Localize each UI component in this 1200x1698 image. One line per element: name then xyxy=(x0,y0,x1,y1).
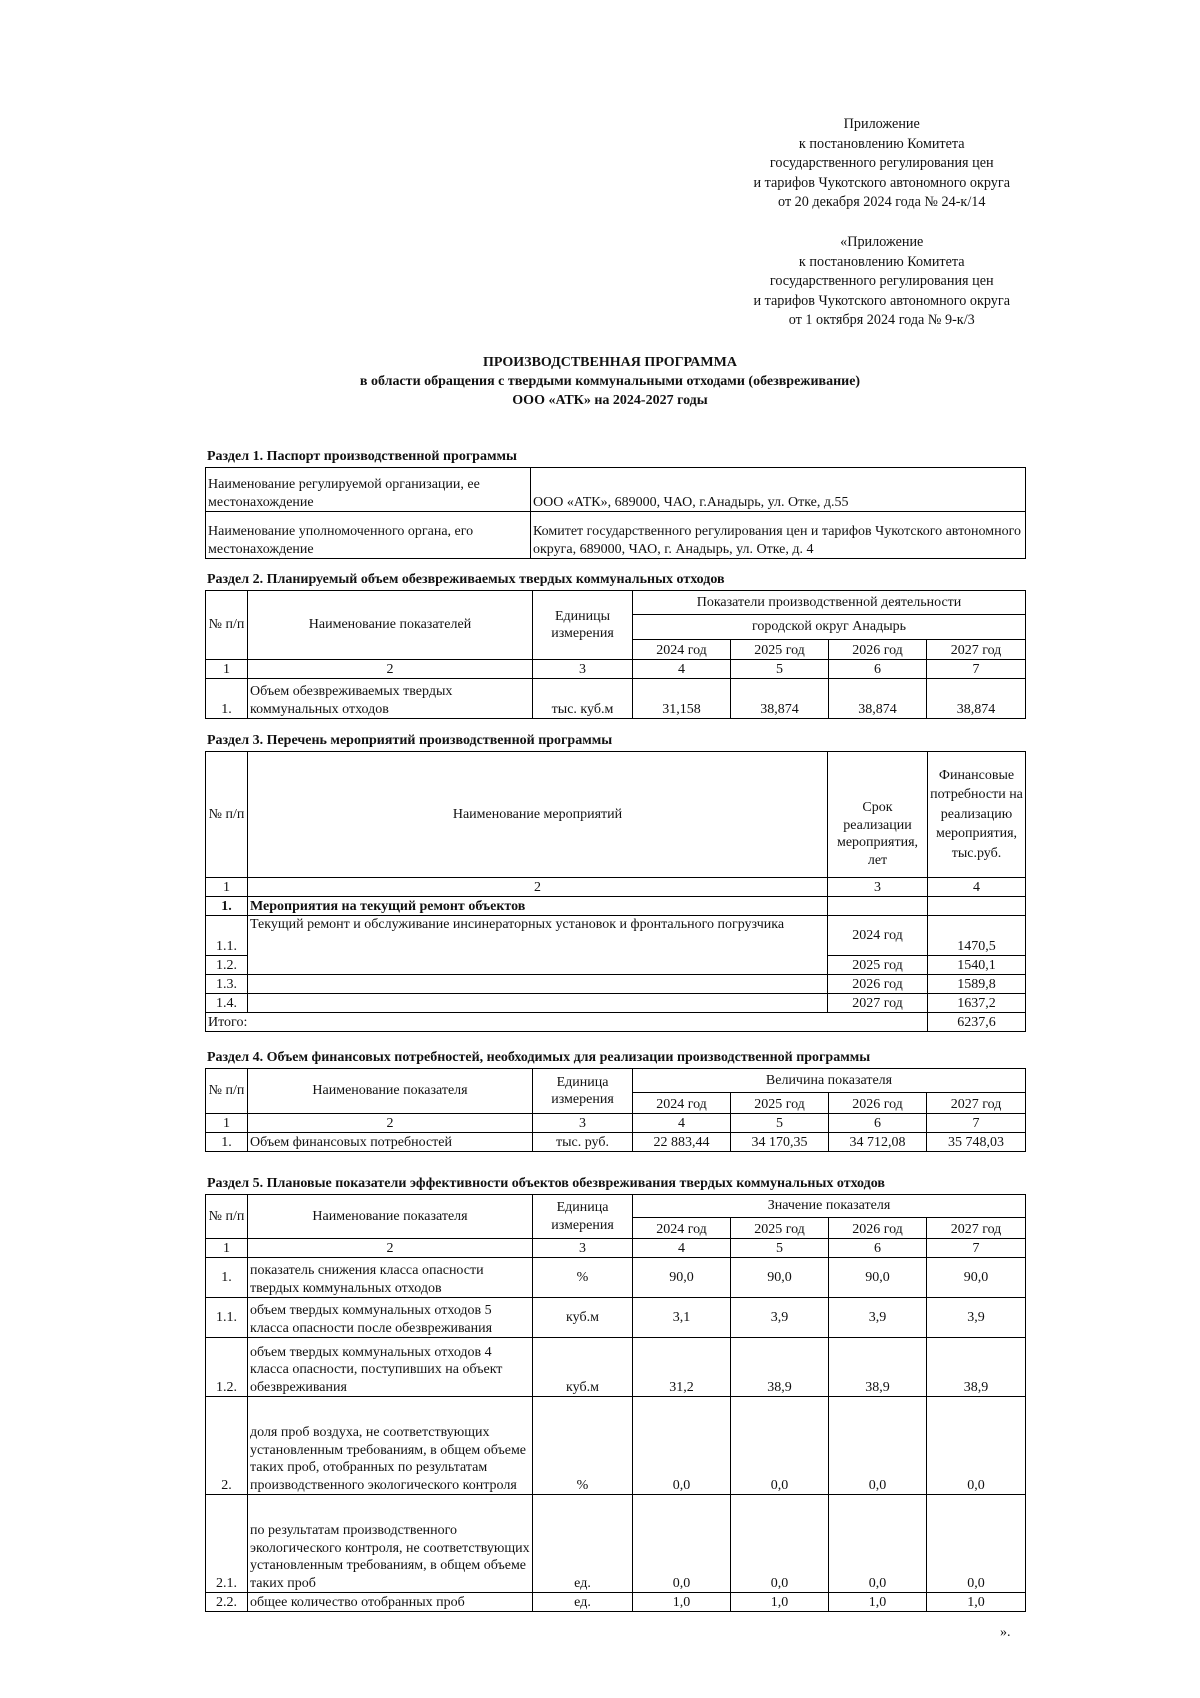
table-row xyxy=(206,975,1026,994)
section-1-table xyxy=(205,467,1026,559)
row-value: 0,0 xyxy=(829,1495,927,1593)
row-value: 3,9 xyxy=(731,1298,829,1338)
column-number: 3 xyxy=(533,660,633,679)
appendix-line: Приложение xyxy=(843,116,920,132)
appendix-line: к постановлению Комитета xyxy=(798,135,965,152)
column-number: 7 xyxy=(927,1239,1026,1258)
header-group: Показатели производственной деятельности xyxy=(633,591,1026,615)
row-value: 1637,2 xyxy=(928,994,1026,1013)
row-value: 90,0 xyxy=(829,1258,927,1298)
column-number: 4 xyxy=(928,878,1026,897)
header-name: Наименование показателей xyxy=(248,591,533,660)
header-year: 2025 год xyxy=(731,1218,829,1239)
column-number: 5 xyxy=(731,660,829,679)
header-year: 2024 год xyxy=(633,1093,731,1114)
table-row xyxy=(206,1239,1026,1258)
title-line-3: ООО «АТК» на 2024-2027 годы xyxy=(512,393,708,408)
row-value: 0,0 xyxy=(927,1397,1026,1495)
table-row xyxy=(206,679,1026,719)
column-number: 6 xyxy=(829,1114,927,1133)
row-value: 1,0 xyxy=(731,1593,829,1612)
section-4-table xyxy=(205,1068,1026,1152)
column-number: 3 xyxy=(828,878,928,897)
row-value: 1,0 xyxy=(927,1593,1026,1612)
header-name: Наименование показателя xyxy=(248,1069,533,1114)
row-value: 38,874 xyxy=(731,679,829,719)
row-num: 1.2. xyxy=(206,1338,248,1397)
header-financing: Финансовые потребности на реализацию мероприятия, тыс.руб. xyxy=(928,752,1026,878)
table-row xyxy=(206,878,1026,897)
empty-cell xyxy=(928,897,1026,916)
row-value: 1,0 xyxy=(829,1593,927,1612)
header-num: № п/п xyxy=(206,591,248,660)
section-2-table xyxy=(205,590,1026,719)
row-value: 3,1 xyxy=(633,1298,731,1338)
table-row xyxy=(206,1133,1026,1152)
row-value: 0,0 xyxy=(633,1495,731,1593)
row-name: показатель снижения класса опасности твердых коммунальных отходов xyxy=(248,1258,533,1298)
header-year: 2027 год xyxy=(927,1093,1026,1114)
total-label: Итого: xyxy=(206,1013,928,1032)
section-5-table xyxy=(205,1194,1026,1612)
header-group: Значение показателя xyxy=(633,1195,1026,1218)
group-name: Мероприятия на текущий ремонт объектов xyxy=(248,897,828,916)
table-row xyxy=(206,1397,1026,1495)
section-4-title: Раздел 4. Объем финансовых потребностей, необходимых для реализации производственной программы xyxy=(207,1050,871,1065)
header-year: 2027 год xyxy=(927,1218,1026,1239)
row-num: 2.1. xyxy=(206,1495,248,1593)
row-num: 1. xyxy=(206,679,248,719)
row-value: 1,0 xyxy=(633,1593,731,1612)
appendix-line: от 1 октября 2024 года № 9-к/3 xyxy=(788,312,975,328)
table-row xyxy=(206,468,1026,512)
header-term: Срок реализации мероприятия, лет xyxy=(828,752,928,878)
row-term: 2026 год xyxy=(828,975,928,994)
appendix-header-original xyxy=(753,233,1010,331)
table-row xyxy=(206,1069,1026,1093)
header-num: № п/п xyxy=(206,1195,248,1239)
header-year: 2026 год xyxy=(829,1093,927,1114)
header-year: 2025 год xyxy=(731,640,829,660)
row-value: 31,2 xyxy=(633,1338,731,1397)
passport-label: Наименование уполномоченного органа, его местонахождение xyxy=(206,512,531,559)
row-unit: тыс. руб. xyxy=(533,1133,633,1152)
row-value: 38,874 xyxy=(927,679,1026,719)
header-year: 2026 год xyxy=(829,1218,927,1239)
row-unit: куб.м xyxy=(533,1338,633,1397)
row-value: 38,9 xyxy=(927,1338,1026,1397)
column-number: 1 xyxy=(206,660,248,679)
appendix-line: «Приложение xyxy=(840,234,924,250)
passport-value: Комитет государственного регулирования цен и тарифов Чукотского автономного округа, 689000, ЧАО, г. Анадырь, ул. Отке, д. 4 xyxy=(531,512,1026,559)
row-name: объем твердых коммунальных отходов 5 класса опасности после обезвреживания xyxy=(248,1298,533,1338)
passport-value: ООО «АТК», 689000, ЧАО, г.Анадырь, ул. Отке, д.55 xyxy=(531,468,1026,512)
table-row xyxy=(206,1114,1026,1133)
column-number: 6 xyxy=(829,660,927,679)
column-number: 7 xyxy=(927,1114,1026,1133)
table-row xyxy=(206,1258,1026,1298)
header-unit: Единицы измерения xyxy=(533,591,633,660)
row-unit: ед. xyxy=(533,1495,633,1593)
row-num: 1. xyxy=(206,1133,248,1152)
row-value: 31,158 xyxy=(633,679,731,719)
document-title xyxy=(200,353,1020,410)
column-number: 1 xyxy=(206,1239,248,1258)
table-row xyxy=(206,916,1026,956)
table-row xyxy=(206,1013,1026,1032)
header-unit: Единица измерения xyxy=(533,1069,633,1114)
section-3-title: Раздел 3. Перечень мероприятий производственной программы xyxy=(207,733,613,748)
header-year: 2024 год xyxy=(633,1218,731,1239)
table-row xyxy=(206,1495,1026,1593)
appendix-line: и тарифов Чукотского автономного округа xyxy=(753,292,1010,309)
row-value: 3,9 xyxy=(927,1298,1026,1338)
row-value: 38,9 xyxy=(731,1338,829,1397)
section-5-title: Раздел 5. Плановые показатели эффективности объектов обезвреживания твердых коммунальных отходов xyxy=(207,1176,885,1191)
table-row xyxy=(206,1338,1026,1397)
row-unit: куб.м xyxy=(533,1298,633,1338)
empty-cell xyxy=(248,994,828,1013)
table-row xyxy=(206,752,1026,878)
row-value: 1470,5 xyxy=(928,916,1026,956)
row-value: 90,0 xyxy=(633,1258,731,1298)
column-number: 5 xyxy=(731,1114,829,1133)
appendix-line: к постановлению Комитета xyxy=(798,253,965,270)
column-number: 2 xyxy=(248,1114,533,1133)
appendix-line: государственного регулирования цен xyxy=(769,155,994,171)
row-num: 2. xyxy=(206,1397,248,1495)
column-number: 2 xyxy=(248,1239,533,1258)
column-number: 5 xyxy=(731,1239,829,1258)
row-unit: ед. xyxy=(533,1593,633,1612)
total-value: 6237,6 xyxy=(928,1013,1026,1032)
row-value: 3,9 xyxy=(829,1298,927,1338)
header-year: 2027 год xyxy=(927,640,1026,660)
row-num: 2.2. xyxy=(206,1593,248,1612)
appendix-line: от 20 декабря 2024 года № 24-к/14 xyxy=(778,194,986,210)
row-num: 1.1. xyxy=(206,916,248,956)
header-subgroup: городской округ Анадырь xyxy=(633,615,1026,640)
header-name: Наименование мероприятий xyxy=(248,752,828,878)
table-row xyxy=(206,897,1026,916)
row-name: Объем финансовых потребностей xyxy=(248,1133,533,1152)
table-row xyxy=(206,1593,1026,1612)
row-name: по результатам производственного экологического контроля, не соответствующих установленным требованиям, в общем объеме таких проб xyxy=(248,1495,533,1593)
row-value: 0,0 xyxy=(633,1397,731,1495)
column-number: 4 xyxy=(633,660,731,679)
item-name: Текущий ремонт и обслуживание инсинераторных установок и фронтального погрузчика xyxy=(248,916,828,975)
table-row xyxy=(206,591,1026,615)
row-value: 34 170,35 xyxy=(731,1133,829,1152)
title-line-1: ПРОИЗВОДСТВЕННАЯ ПРОГРАММА xyxy=(483,355,737,370)
row-value: 90,0 xyxy=(927,1258,1026,1298)
header-num: № п/п xyxy=(206,1069,248,1114)
row-value: 0,0 xyxy=(731,1397,829,1495)
passport-label: Наименование регулируемой организации, ее местонахождение xyxy=(206,468,531,512)
section-2-title: Раздел 2. Планируемый объем обезвреживаемых твердых коммунальных отходов xyxy=(207,572,725,587)
row-num: 1.4. xyxy=(206,994,248,1013)
row-value: 22 883,44 xyxy=(633,1133,731,1152)
column-number: 6 xyxy=(829,1239,927,1258)
table-row xyxy=(206,1298,1026,1338)
row-name: общее количество отобранных проб xyxy=(248,1593,533,1612)
row-value: 0,0 xyxy=(829,1397,927,1495)
column-number: 4 xyxy=(633,1239,731,1258)
row-unit: тыс. куб.м xyxy=(533,679,633,719)
row-value: 38,9 xyxy=(829,1338,927,1397)
row-name: доля проб воздуха, не соответствующих установленным требованиям, в общем объеме таких проб, отобранных по результатам производственного экологического контроля xyxy=(248,1397,533,1495)
row-unit: % xyxy=(533,1397,633,1495)
row-num: 1. xyxy=(206,1258,248,1298)
group-num: 1. xyxy=(206,897,248,916)
appendix-header-current xyxy=(753,115,1010,213)
row-value: 90,0 xyxy=(731,1258,829,1298)
table-row xyxy=(206,1195,1026,1218)
column-number: 4 xyxy=(633,1114,731,1133)
row-value: 1540,1 xyxy=(928,956,1026,975)
row-term: 2027 год xyxy=(828,994,928,1013)
header-group: Величина показателя xyxy=(633,1069,1026,1093)
table-row xyxy=(206,994,1026,1013)
row-value: 34 712,08 xyxy=(829,1133,927,1152)
section-1-title: Раздел 1. Паспорт производственной программы xyxy=(207,449,517,464)
row-num: 1.2. xyxy=(206,956,248,975)
header-unit: Единица измерения xyxy=(533,1195,633,1239)
row-value: 35 748,03 xyxy=(927,1133,1026,1152)
row-value: 0,0 xyxy=(927,1495,1026,1593)
empty-cell xyxy=(248,975,828,994)
row-term: 2024 год xyxy=(828,916,928,956)
row-value: 38,874 xyxy=(829,679,927,719)
row-name: Объем обезвреживаемых твердых коммунальных отходов xyxy=(248,679,533,719)
column-number: 7 xyxy=(927,660,1026,679)
appendix-line: государственного регулирования цен xyxy=(769,273,994,289)
column-number: 1 xyxy=(206,878,248,897)
column-number: 3 xyxy=(533,1239,633,1258)
header-num: № п/п xyxy=(206,752,248,878)
column-number: 2 xyxy=(248,660,533,679)
appendix-line: и тарифов Чукотского автономного округа xyxy=(753,174,1010,191)
row-value: 0,0 xyxy=(731,1495,829,1593)
header-year: 2024 год xyxy=(633,640,731,660)
header-name: Наименование показателя xyxy=(248,1195,533,1239)
header-year: 2026 год xyxy=(829,640,927,660)
row-num: 1.3. xyxy=(206,975,248,994)
closing-quote-mark: ». xyxy=(1000,1625,1011,1640)
row-term: 2025 год xyxy=(828,956,928,975)
header-year: 2025 год xyxy=(731,1093,829,1114)
column-number: 3 xyxy=(533,1114,633,1133)
row-num: 1.1. xyxy=(206,1298,248,1338)
empty-cell xyxy=(828,897,928,916)
row-value: 1589,8 xyxy=(928,975,1026,994)
table-row xyxy=(206,512,1026,559)
row-name: объем твердых коммунальных отходов 4 класса опасности, поступивших на объект обезвреживания xyxy=(248,1338,533,1397)
column-number: 1 xyxy=(206,1114,248,1133)
column-number: 2 xyxy=(248,878,828,897)
title-line-2: в области обращения с твердыми коммунальными отходами (обезвреживание) xyxy=(359,374,861,389)
row-unit: % xyxy=(533,1258,633,1298)
table-row xyxy=(206,660,1026,679)
section-3-table xyxy=(205,751,1026,1032)
